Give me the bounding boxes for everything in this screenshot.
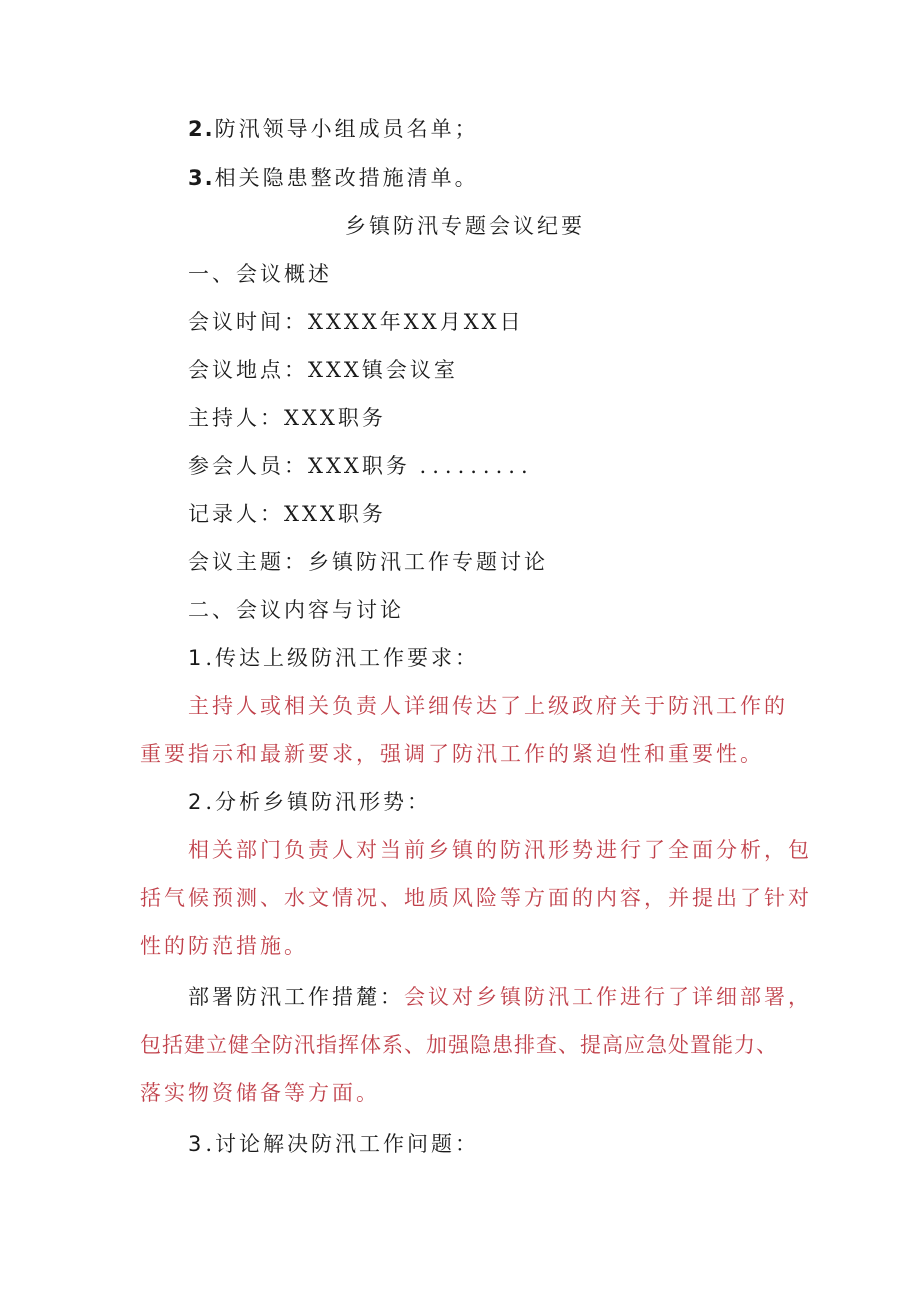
meeting-host: 主持人：XXX职务 [188,406,386,430]
section-heading-1: 一、会议概述 [188,262,332,286]
attachment-item-3-text: 相关隐患整改措施清单。 [214,166,479,190]
paragraph-3-line-1 [188,982,812,1012]
document-title: 乡镇防汛专题会议纪要 [345,214,585,238]
paragraph-1-line-2: 重要指示和最新要求，强调了防汛工作的紧迫性和重要性。 [140,742,764,766]
paragraph-2-line-1: 相关部门负责人对当前乡镇的防汛形势进行了全面分析，包 [188,838,812,862]
paragraph-3-line-3: 落实物资储备等方面。 [140,1081,380,1105]
paragraph-1-line-1: 主持人或相关负责人详细传达了上级政府关于防汛工作的 [188,694,788,718]
meeting-attendees-dots: ......... [419,454,534,478]
content-item-2-text: .分析乡镇防汛形势： [205,790,432,814]
content-item-1-number: 1 [188,646,206,670]
content-item-1-text: .传达上级防汛工作要求： [205,646,480,670]
meeting-topic: 会议主题：乡镇防汛工作专题讨论 [188,550,548,574]
attachment-item-3 [188,163,479,193]
paragraph-3-label: 部署防汛工作措麓： [188,985,404,1009]
meeting-attendees [188,451,534,481]
attachment-item-2-number: 2. [188,117,215,141]
content-item-1-heading [188,643,479,673]
attachment-item-2-text: 防汛领导小组成员名单； [214,117,479,141]
content-item-3-heading [188,1129,479,1159]
content-item-3-number: 3 [188,1132,206,1156]
content-item-3-text: .讨论解决防汛工作问题： [205,1132,480,1156]
meeting-recorder: 记录人：XXX职务 [188,502,386,526]
content-item-2-heading [188,787,431,817]
paragraph-3-line-1-rest: 会议对乡镇防汛工作进行了详细部署， [404,985,812,1009]
meeting-time: 会议时间：XXXX年XX月XX日 [188,310,524,334]
paragraph-3-line-2: 包括建立健全防汛指挥体系、加强隐患排查、提高应急处置能力、 [140,1033,778,1057]
section-heading-2: 二、会议内容与讨论 [188,598,404,622]
content-item-2-number: 2 [188,790,206,814]
meeting-place: 会议地点：XXX镇会议室 [188,358,458,382]
attachment-item-3-number: 3. [188,166,215,190]
paragraph-2-line-2: 括气候预测、水文情况、地质风险等方面的内容，并提出了针对 [140,886,812,910]
paragraph-2-line-3: 性的防范措施。 [140,934,308,958]
meeting-attendees-text: 参会人员：XXX职务 [188,454,410,478]
attachment-item-2 [188,114,479,144]
